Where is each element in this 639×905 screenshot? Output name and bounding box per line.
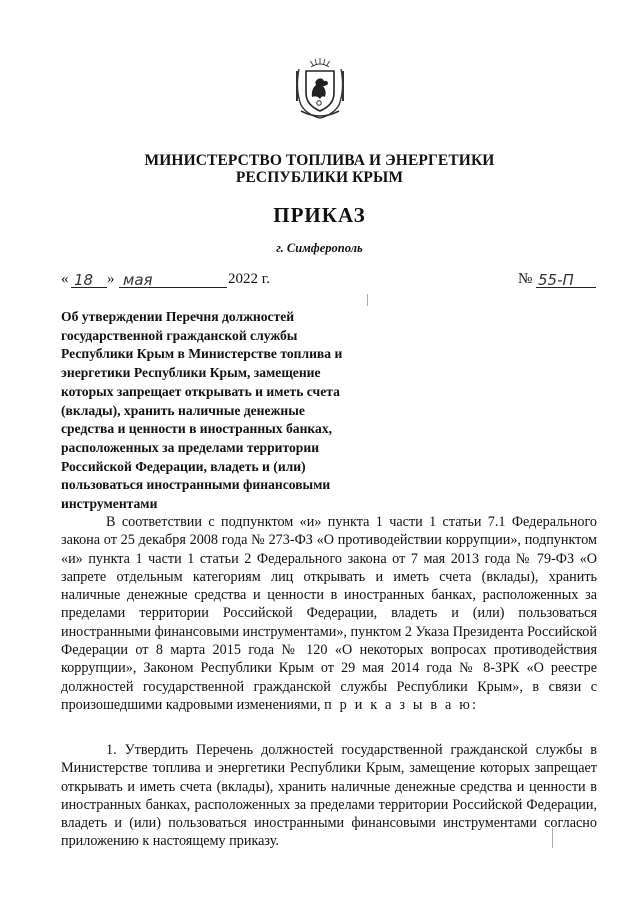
date-month: мая bbox=[123, 271, 153, 289]
body-paragraph-legal-basis bbox=[61, 513, 597, 714]
legal-basis-text: В соответствии с подпунктом «и» пункта 1 части 1 статьи 7.1 Федерального закона от 25 декабря 2008 года № 273-ФЗ «О противодействии коррупции», подпунктом «и» пункта 1 части 1 статьи 2 Федерального закона от 7 мая 2013 года № 79-ФЗ «О запрете отдельным категориям лиц открывать и иметь счета (вклады), хранить наличные денежные средства и ценности в иностранных банках, расположенных за пределами территории Российской Федерации, владеть и (или) пользоваться иностранными финансовыми инструментами», пунктом 2 Указа Президента Российской Федерации от 8 марта 2015 года № 120 «О некоторых вопросах противодействия коррупции», Законом Республики Крым от 29 мая 2014 года № 8-ЗРК «О реестре должностей государственной гражданской службы Республики Крым», в связи с произошедшими кадровыми изменениями, bbox=[61, 514, 597, 713]
order-number-value: 55-П bbox=[538, 271, 574, 289]
date-day: 18 bbox=[74, 271, 94, 289]
order-subject: Об утверждении Перечня должностей государственной гражданской службы Республики Крым в Министерстве топлива и энергетики Республики Крым, замещение которых запрещает открывать и иметь счета (вклады), хранить наличные денежные средства и ценности в иностранных банках, расположенных за пределами территории Российской Федерации, владеть и (или) пользоваться иностранными финансовыми инструментами bbox=[61, 309, 343, 512]
ministry-name-line2: РЕСПУБЛИКИ КРЫМ bbox=[235, 169, 404, 186]
order-number-underline bbox=[536, 287, 596, 288]
order-number-prefix: № bbox=[518, 271, 533, 287]
date-day-underline bbox=[71, 287, 107, 288]
date-close-quote: » bbox=[107, 271, 115, 287]
date-open-quote: « bbox=[61, 271, 69, 287]
ministry-name-line1: МИНИСТЕРСТВО ТОПЛИВА И ЭНЕРГЕТИКИ bbox=[144, 152, 495, 169]
document-type-title: ПРИКАЗ bbox=[273, 203, 366, 227]
scan-crease-mark bbox=[367, 294, 368, 306]
order-number bbox=[518, 271, 598, 291]
issue-city: г. Симферополь bbox=[276, 241, 363, 255]
order-word: п р и к а з ы в а ю: bbox=[324, 696, 479, 713]
date-month-underline bbox=[119, 287, 227, 288]
date-year: 2022 г. bbox=[228, 271, 270, 287]
body-paragraph-item-1: 1. Утвердить Перечень должностей государственной гражданской службы в Министерстве топлива и энергетики Республики Крым, замещение которых запрещает открывать и иметь счета (вклады), хранить наличные денежные средства и ценности в иностранных банках, расположенных за пределами территории Российской Федерации, владеть и (или) пользоваться иностранными финансовыми инструментами согласно приложению к настоящему приказу. bbox=[61, 742, 597, 850]
crimea-coat-of-arms-icon bbox=[291, 55, 349, 121]
scan-crease-mark bbox=[552, 828, 553, 848]
